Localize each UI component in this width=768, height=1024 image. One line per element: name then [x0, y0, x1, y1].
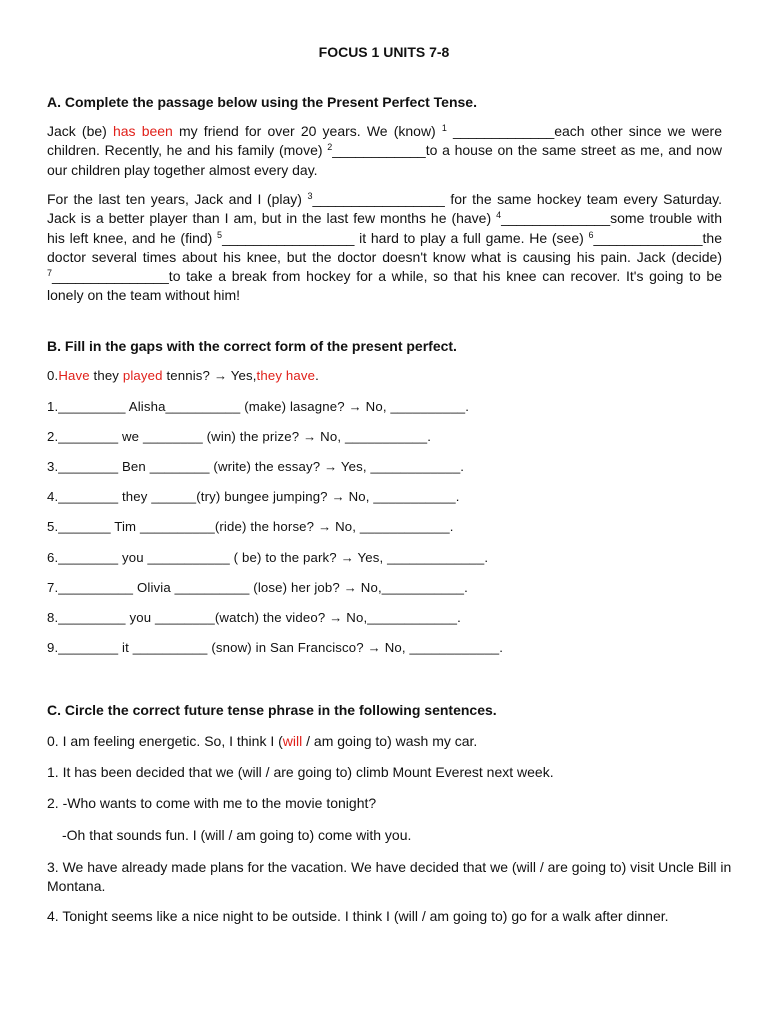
section-a-paragraph-1 — [47, 122, 722, 180]
gap-number: 7 — [47, 268, 53, 279]
exercise-item-5: 5._______ Tim __________(ride) the horse? → No, ____________. — [47, 519, 454, 534]
item-text: tennis? → Yes, — [162, 368, 257, 383]
sentence-1: 1. It has been decided that we (will / are going to) climb Mount Everest next week. — [47, 764, 554, 780]
exercise-item-9: 9.________ it __________ (snow) in San Francisco? → No, ____________. — [47, 640, 504, 655]
exercise-item-6: 6.________ you ___________ ( be) to the park? → Yes, _____________. — [47, 550, 489, 565]
exercise-item-8: 8._________ you ________(watch) the video? → No,____________. — [47, 610, 461, 625]
item-text: they — [89, 368, 123, 383]
passage-text: _________________ it hard to play a full game. He (see) — [222, 229, 589, 246]
example-answer: Have — [58, 368, 90, 383]
passage-text: For the last ten years, Jack and I (play) — [47, 191, 308, 207]
gap-number: 6 — [588, 229, 594, 240]
section-c-heading: C. Circle the correct future tense phrase in the following sentences. — [47, 702, 497, 718]
exercise-item-3: 3.________ Ben ________ (write) the essay? → Yes, ____________. — [47, 459, 465, 474]
exercise-item-7: 7.__________ Olivia __________ (lose) her job? → No,___________. — [47, 580, 468, 595]
example-answer: will — [282, 733, 303, 749]
sentence-text: 0. I am feeling energetic. So, I think I ( — [47, 733, 283, 749]
exercise-item-2: 2.________ we ________ (win) the prize? → No, ___________. — [47, 429, 432, 444]
example-answer: they have — [256, 368, 316, 383]
section-a-heading: A. Complete the passage below using the Present Perfect Tense. — [47, 94, 477, 110]
exercise-item-4: 4.________ they ______(try) bungee jumping? → No, ___________. — [47, 489, 460, 504]
passage-text: my friend for over 20 years. We (know) — [172, 123, 442, 139]
section-b-example — [47, 368, 319, 383]
sentence-2-reply: -Oh that sounds fun. I (will / am going to) come with you. — [62, 827, 412, 843]
gap-number: 3 — [307, 191, 313, 201]
section-a-paragraph-2 — [47, 190, 722, 306]
exercise-item-1: 1._________ Alisha__________ (make) lasagne? → No, __________. — [47, 399, 470, 414]
worksheet-title: FOCUS 1 UNITS 7-8 — [318, 44, 450, 60]
gap-number: 5 — [217, 229, 223, 240]
passage-text: ____________to a house on the same street as me, and now our children play together almost every day. — [47, 142, 722, 178]
item-text: . — [315, 368, 319, 383]
sentence-4: 4. Tonight seems like a nice night to be outside. I think I (will / am going to) go for a walk after dinner. — [47, 908, 669, 924]
sentence-text: / am going to) wash my car. — [302, 733, 478, 749]
sentence-2-question: 2. -Who wants to come with me to the movie tonight? — [47, 795, 377, 811]
gap-number: 4 — [496, 210, 502, 221]
section-c-example — [47, 733, 477, 749]
gap-number: 1 — [441, 123, 447, 133]
passage-text: Jack (be) — [47, 123, 113, 139]
passage-text: _______________to take a break from hockey for a while, so that his knee can recover. It's going to be lonely on the team without him! — [47, 268, 722, 304]
passage-text: _________________ for the same hockey team every Saturday. Jack is a better player than I am, but in the last few months he (have) — [47, 191, 722, 227]
example-answer: played — [122, 368, 163, 383]
gap-number: 2 — [327, 142, 333, 153]
passage-text: ______________some trouble with his left knee, and he (find) — [47, 210, 722, 246]
section-b-heading: B. Fill in the gaps with the correct form of the present perfect. — [47, 338, 457, 354]
item-number: 0. — [47, 368, 59, 383]
passage-text: _____________each other since we were children. Recently, he and his family (move) — [47, 123, 723, 159]
passage-text: ______________the doctor several times about his knee, but the doctor doesn't know what is causing his pain. Jack (decide) — [47, 229, 722, 265]
sentence-3: 3. We have already made plans for the vacation. We have decided that we (will / are going to) visit Uncle Bill in Montana. — [47, 859, 732, 894]
example-answer: has been — [112, 123, 173, 139]
